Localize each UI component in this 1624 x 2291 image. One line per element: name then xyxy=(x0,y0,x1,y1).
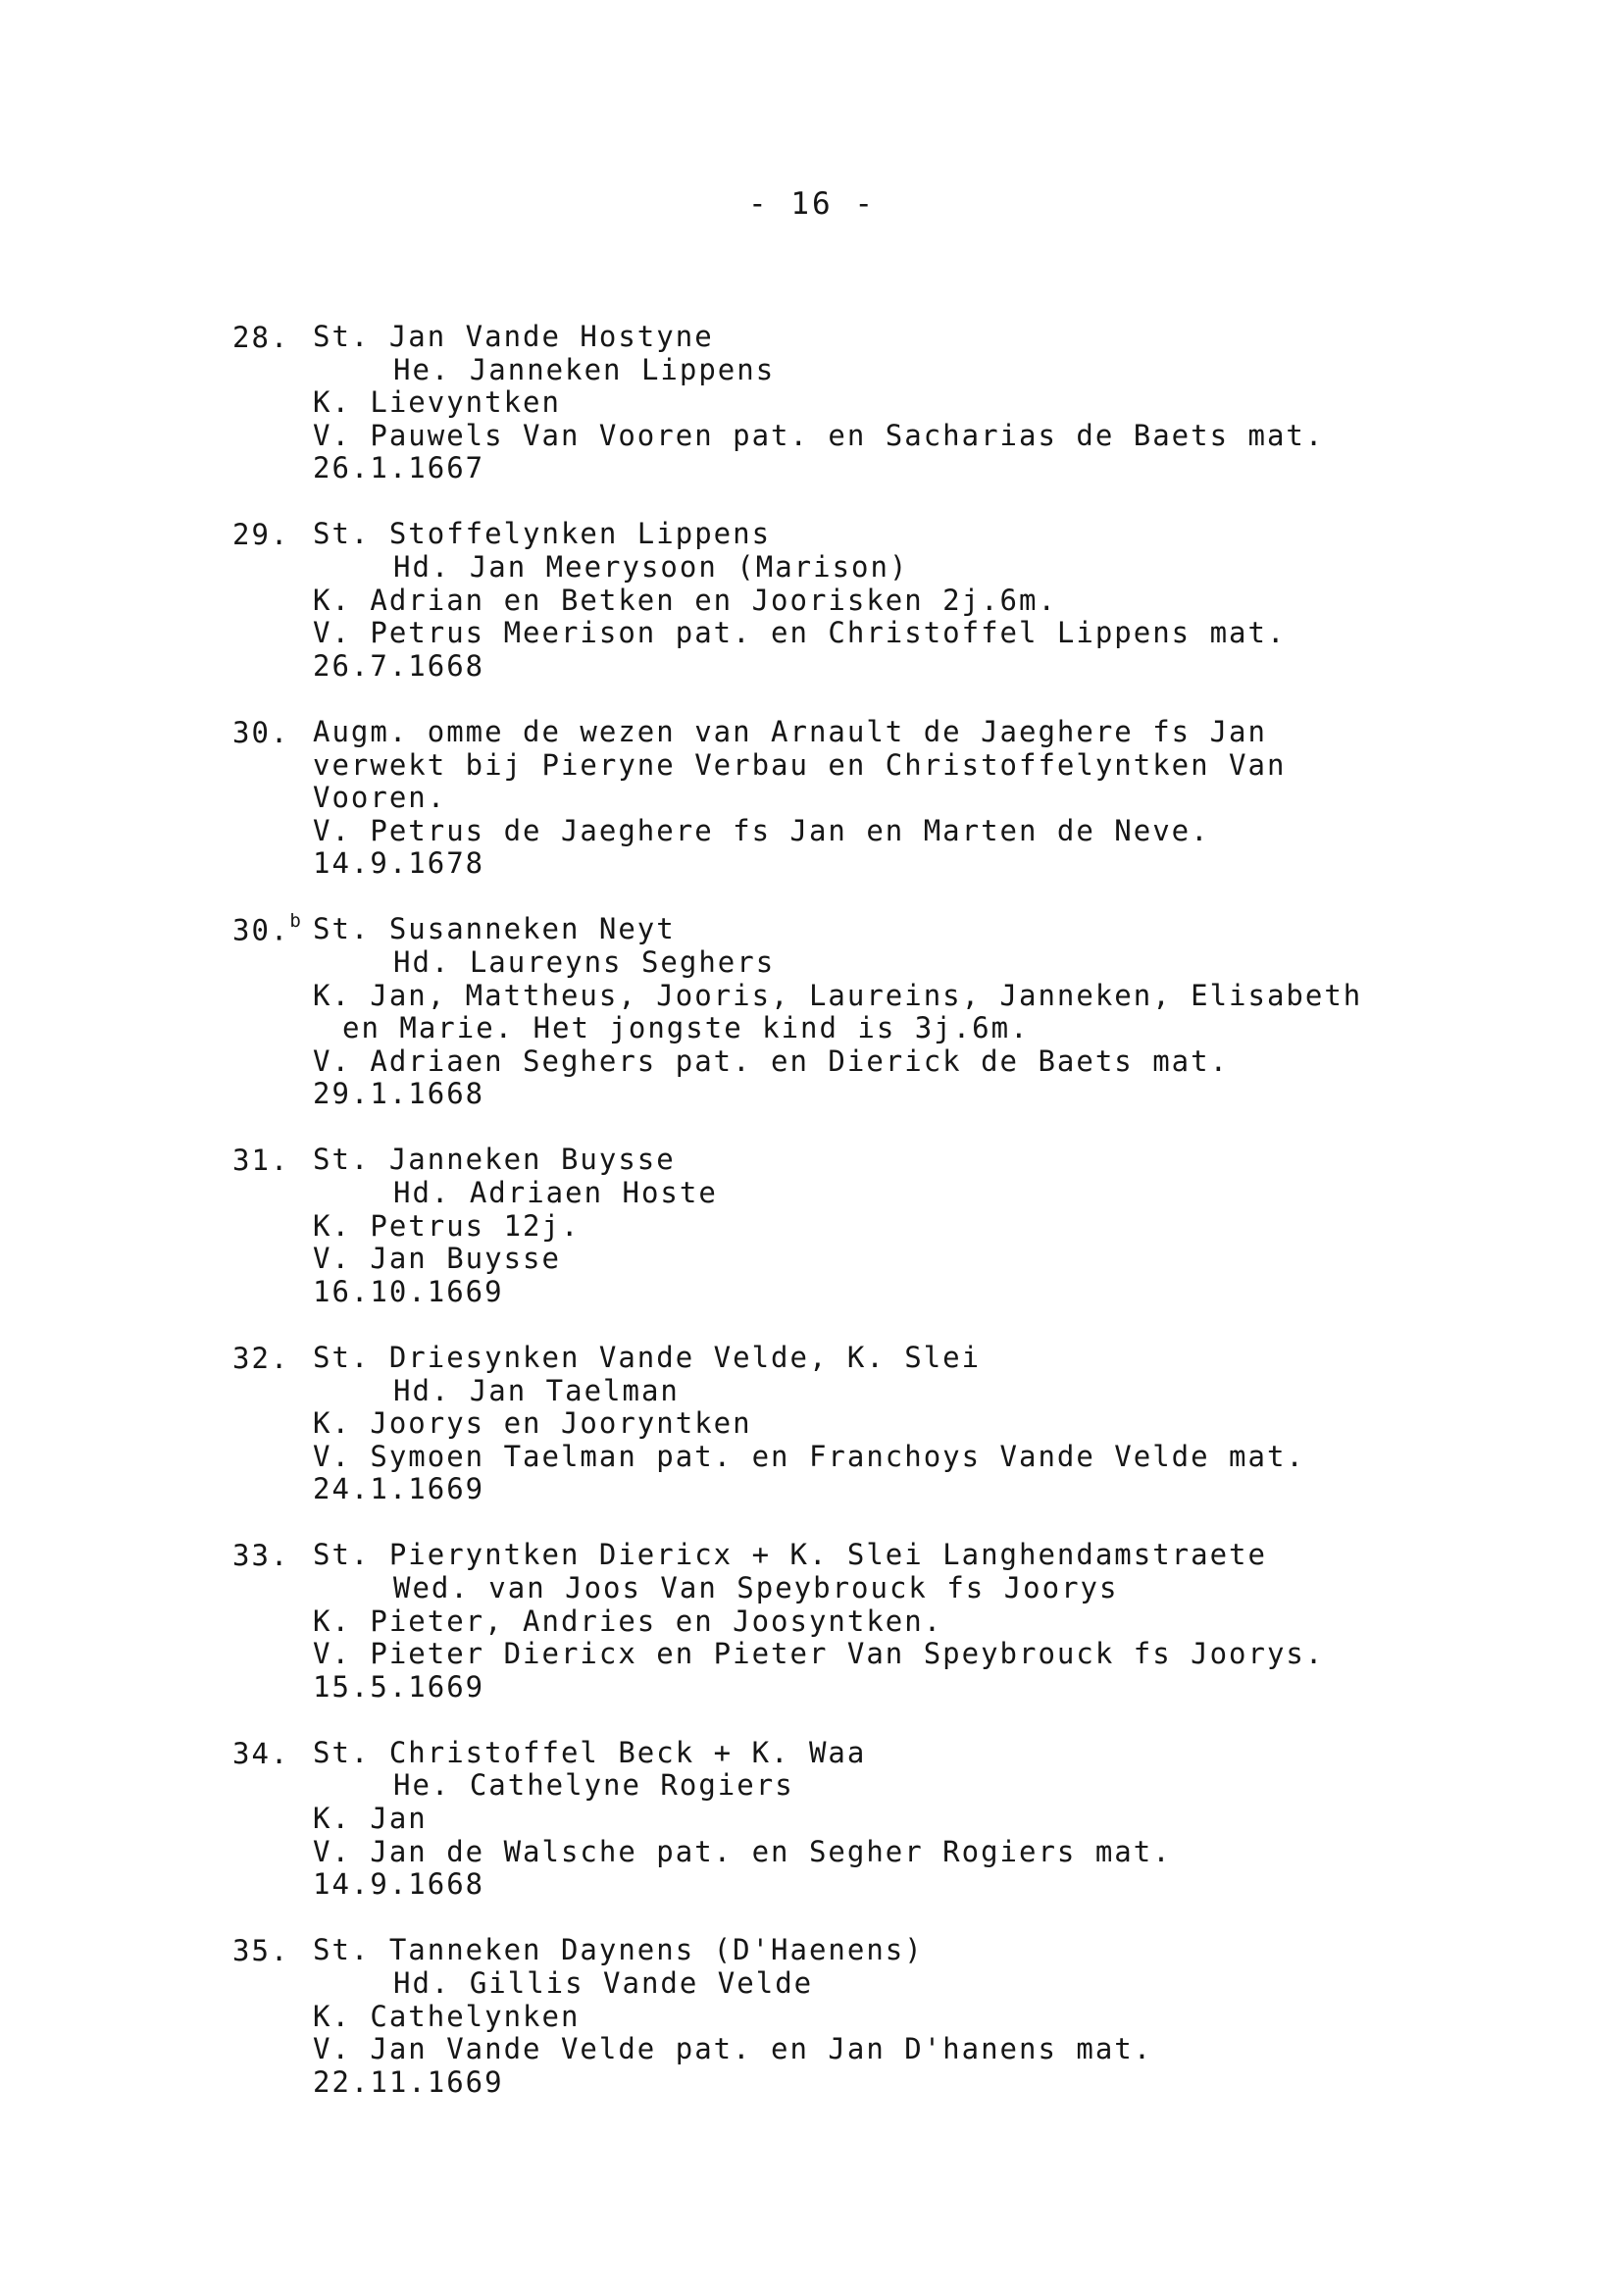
entry-lines xyxy=(313,1144,1507,1308)
entry-line: He. Cathelyne Rogiers xyxy=(393,1768,794,1803)
entry-line: V. Petrus de Jaeghere fs Jan en Marten de Neve. xyxy=(313,813,1210,847)
entry xyxy=(232,910,1507,1111)
entry-list xyxy=(232,321,1507,2132)
entry-lines xyxy=(313,1342,1507,1506)
entry-line: V. Symoen Taelman pat. en Franchoys Vande Velde mat. xyxy=(313,1439,1305,1473)
entry-line: St. Pieryntken Diericx + K. Slei Langhendamstraete xyxy=(313,1538,1267,1572)
entry-lines xyxy=(313,321,1507,485)
entry-number-suffix: b xyxy=(289,910,301,933)
entry-line: K. Petrus 12j. xyxy=(313,1208,581,1243)
entry-line: 29.1.1668 xyxy=(313,1077,485,1111)
entry-line: St. Tanneken Daynens (D'Haenens) xyxy=(313,1933,924,1967)
entry-line: Wed. van Joos Van Speybrouck fs Joorys xyxy=(393,1571,1119,1604)
entry-line: St. Driesynken Vande Velde, K. Slei xyxy=(313,1340,982,1374)
entry-line: V. Pauwels Van Vooren pat. en Sacharias de Baets mat. xyxy=(313,418,1325,452)
entry-line: K. Jan, Mattheus, Jooris, Laureins, Janneken, Elisabeth xyxy=(313,978,1363,1012)
entry xyxy=(232,1342,1507,1506)
entry-line: 14.9.1678 xyxy=(313,846,485,881)
entry-line: Hd. Adriaen Hoste xyxy=(393,1176,718,1210)
entry-lines xyxy=(313,518,1507,683)
entry-number xyxy=(232,1144,313,1177)
entry-line: 26.1.1667 xyxy=(313,451,485,485)
entry-number xyxy=(232,1737,313,1770)
entry xyxy=(232,716,1507,881)
entry-line: 22.11.1669 xyxy=(313,2064,504,2099)
entry-lines xyxy=(313,716,1507,881)
entry-line: St. Jan Vande Hostyne xyxy=(313,320,714,353)
entry-line: K. Cathelynken xyxy=(313,1999,581,2033)
entry-line: 14.9.1668 xyxy=(313,1867,485,1902)
entry-line: Hd. Laureyns Seghers xyxy=(393,945,776,979)
entry-number-text: 30. xyxy=(232,914,290,948)
entry-number-text: 29. xyxy=(232,518,290,552)
entry-line: K. Adrian en Betken en Joorisken 2j.6m. xyxy=(313,583,1057,617)
entry-number xyxy=(232,910,313,948)
entry-number-text: 30. xyxy=(232,715,290,749)
entry-line: 16.10.1669 xyxy=(313,1274,504,1308)
entry-line: 15.5.1669 xyxy=(313,1669,485,1704)
entry-line: Hd. Jan Meerysoon (Marison) xyxy=(393,550,909,585)
entry xyxy=(232,1144,1507,1308)
entry xyxy=(232,1934,1507,2099)
entry-line: en Marie. Het jongste kind is 3j.6m. xyxy=(342,1011,1030,1045)
entry-number xyxy=(232,1539,313,1572)
entry-number xyxy=(232,1342,313,1375)
entry-line: verwekt bij Pieryne Verbau en Christoffelyntken Van xyxy=(313,747,1287,782)
entry-number-text: 34. xyxy=(232,1736,290,1770)
entry-line: 26.7.1668 xyxy=(313,648,485,683)
entry xyxy=(232,1539,1507,1704)
entry-number-text: 33. xyxy=(232,1539,290,1573)
entry-number-text: 35. xyxy=(232,1934,290,1968)
entry-line: V. Jan de Walsche pat. en Segher Rogiers mat. xyxy=(313,1834,1172,1868)
entry-number xyxy=(232,321,313,354)
entry-line: He. Janneken Lippens xyxy=(393,352,776,386)
entry-number xyxy=(232,1934,313,1967)
entry-number xyxy=(232,518,313,551)
page-number: - 16 - xyxy=(748,186,876,222)
entry-line: Hd. Gillis Vande Velde xyxy=(393,1965,814,2000)
entry-lines xyxy=(313,1934,1507,2099)
entry-line: K. Pieter, Andries en Joosyntken. xyxy=(313,1604,943,1638)
entry-line: Hd. Jan Taelman xyxy=(393,1373,680,1407)
entry-line: K. Joorys en Jooryntken xyxy=(313,1406,752,1441)
entry-line: Vooren. xyxy=(313,781,447,815)
entry-line: V. Jan Vande Velde pat. en Jan D'hanens mat. xyxy=(313,2032,1153,2066)
entry-number-text: 28. xyxy=(232,321,290,354)
entry-line: St. Stoffelynken Lippens xyxy=(313,517,772,551)
entry-line: K. Lievyntken xyxy=(313,385,561,420)
entry-line: Augm. omme de wezen van Arnault de Jaeghere fs Jan xyxy=(313,714,1267,748)
entry-line: V. Petrus Meerison pat. en Christoffel Lippens mat. xyxy=(313,616,1287,650)
entry-number xyxy=(232,716,313,749)
entry xyxy=(232,1737,1507,1902)
entry-line: V. Adriaen Seghers pat. en Dierick de Baets mat. xyxy=(313,1044,1230,1078)
entry xyxy=(232,518,1507,683)
entry-line: 24.1.1669 xyxy=(313,1472,485,1506)
entry-line: St. Christoffel Beck + K. Waa xyxy=(313,1735,867,1769)
entry-line: K. Jan xyxy=(313,1802,428,1836)
entry-number-text: 32. xyxy=(232,1341,290,1375)
entry-lines xyxy=(313,1539,1507,1704)
entry-lines xyxy=(313,913,1507,1111)
entry-line: St. Janneken Buysse xyxy=(313,1143,676,1177)
entry-line: V. Pieter Diericx en Pieter Van Speybrouck fs Joorys. xyxy=(313,1637,1325,1671)
entry xyxy=(232,321,1507,485)
entry-line: St. Susanneken Neyt xyxy=(313,912,676,946)
entry-number-text: 31. xyxy=(232,1144,290,1178)
entry-lines xyxy=(313,1737,1507,1902)
entry-line: V. Jan Buysse xyxy=(313,1242,561,1276)
